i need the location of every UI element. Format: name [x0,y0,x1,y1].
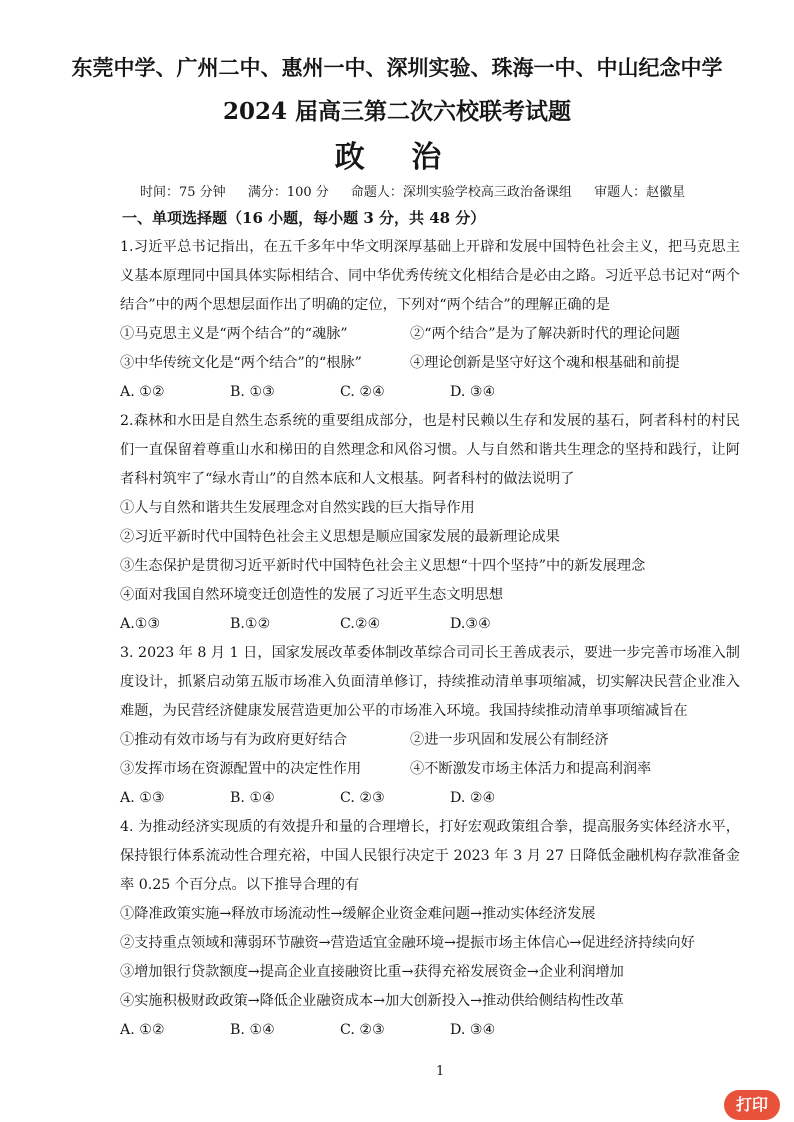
question-3-option-4: ④不断激发市场主体活力和提高利润率 [410,761,652,777]
question-3-answer-d: D. ②④ [450,790,496,806]
question-3-options-row-2 [120,755,740,784]
question-2-option-1: ①人与自然和谐共生发展理念对自然实践的巨大指导作用 [120,500,475,516]
question-1-options-row-2 [120,349,740,378]
question-1-option-2: ②“两个结合”是为了解决新时代的理论问题 [410,326,680,342]
question-1-stem: 1.习近平总书记指出，在五千多年中华文明深厚基础上开辟和发展中国特色社会主义，把马克思主义基本原理同中国具体实际相结合、同中华优秀传统文化相结合是必由之路。习近平总书记对“两个结合”中的两个思想层面作出了明确的定位，下列对“两个结合”的理解正确的是 [120,239,740,313]
question-3-options-row-1 [120,726,740,755]
question-1-answer-d: D. ③④ [450,384,496,400]
question-1-answer-c: C. ②④ [340,384,385,400]
question-4-option-2: ②支持重点领域和薄弱环节融资→营造适宜金融环境→提振市场主体信心→促进经济持续向好 [120,935,695,951]
question-2-answer-c: C.②④ [340,616,381,632]
exam-score: 满分：100 分 [247,185,329,200]
question-1-option-3: ③中华传统文化是“两个结合”的“根脉” [120,355,362,371]
question-3-option-3: ③发挥市场在资源配置中的决定性作用 [120,761,362,777]
question-4-option-1: ①降准政策实施→释放市场流动性→缓解企业资金难问题→推动实体经济发展 [120,906,596,922]
question-2-option-2: ②习近平新时代中国特色社会主义思想是顺应国家发展的最新理论成果 [120,529,560,545]
subject-title: 政 治 [334,140,460,175]
question-2-answer-d: D.③④ [450,616,491,632]
question-4-answer-a: A. ①② [120,1022,165,1038]
exam-time: 时间：75 分钟 [140,185,226,200]
question-3-stem: 3. 2023 年 8 月 1 日，国家发展改革委体制改革综合司司长王善成表示，要进一步完善市场准入制度设计，抓紧启动第五版市场准入负面清单修订，持续推动清单事项缩减，切实解决民营企业准入难题，为民营经济健康发展营造更加公平的市场准入环境。我国持续推动清单事项缩减旨在 [120,645,740,719]
exam-meta [140,181,780,200]
question-2-answer-a: A.①③ [120,616,161,632]
question-3-answer-b: B. ①④ [230,790,275,806]
question-1-option-4: ④理论创新是坚守好这个魂和根基础和前提 [410,355,680,371]
question-4-answer-b: B. ①④ [230,1022,275,1038]
question-4-answer-c: C. ②③ [340,1022,385,1038]
question-4-answer-d: D. ③④ [450,1022,496,1038]
question-2-option-3: ③生态保护是贯彻习近平新时代中国特色社会主义思想“十四个坚持”中的新发展理念 [120,558,646,574]
question-3-answer-c: C. ②③ [340,790,385,806]
question-3-answer-a: A. ①③ [120,790,165,806]
question-3-option-1: ①推动有效市场与有为政府更好结合 [120,732,348,748]
question-1-option-1: ①马克思主义是“两个结合”的“魂脉” [120,326,348,342]
question-2-answers [120,610,740,639]
section-title: 一、单项选择题（16 小题，每小题 3 分，共 48 分） [122,209,486,227]
exam-title: 2024 届高三第二次六校联考试题 [222,98,572,125]
question-1-answer-b: B. ①③ [230,384,275,400]
question-1-answers [120,378,740,407]
page-number: 1 [436,1064,445,1079]
question-3-option-2: ②进一步巩固和发展公有制经济 [410,732,609,748]
question-2-option-4: ④面对我国自然环境变迁创造性的发展了习近平生态文明思想 [120,587,504,603]
question-2-stem: 2.森林和水田是自然生态系统的重要组成部分，也是村民赖以生存和发展的基石，阿者科村的村民们一直保留着尊重山水和梯田的自然理念和风俗习惯。人与自然和谐共生理念的坚持和践行，让阿者科村筑牢了“绿水青山”的自然本底和人文根基。阿者科村的做法说明了 [120,413,740,487]
question-4-answers [120,1016,740,1045]
question-4-stem: 4. 为推动经济实现质的有效提升和量的合理增长，打好宏观政策组合拳，提高服务实体经济水平，保持银行体系流动性合理充裕，中国人民银行决定于 2023 年 3 月 27 日降低金融机构存款准备金率 0.25 个百分点。以下推导合理的有 [120,819,740,893]
question-1-options-row-1 [120,320,740,349]
question-4-option-4: ④实施积极财政政策→降低企业融资成本→加大创新投入→推动供给侧结构性改革 [120,993,624,1009]
exam-reviewer: 审题人：赵徽星 [594,185,686,200]
question-3-answers [120,784,740,813]
schools-heading: 东莞中学、广州二中、惠州一中、深圳实验、珠海一中、中山纪念中学 [71,55,723,80]
exam-author: 命题人：深圳实验学校高三政治备课组 [350,185,572,200]
questions [120,233,740,1045]
print-button[interactable]: 打印 [724,1090,780,1120]
question-1-answer-a: A. ①② [120,384,165,400]
question-4-option-3: ③增加银行贷款额度→提高企业直接融资比重→获得充裕发展资金→企业利润增加 [120,964,624,980]
question-2-answer-b: B.①② [230,616,271,632]
